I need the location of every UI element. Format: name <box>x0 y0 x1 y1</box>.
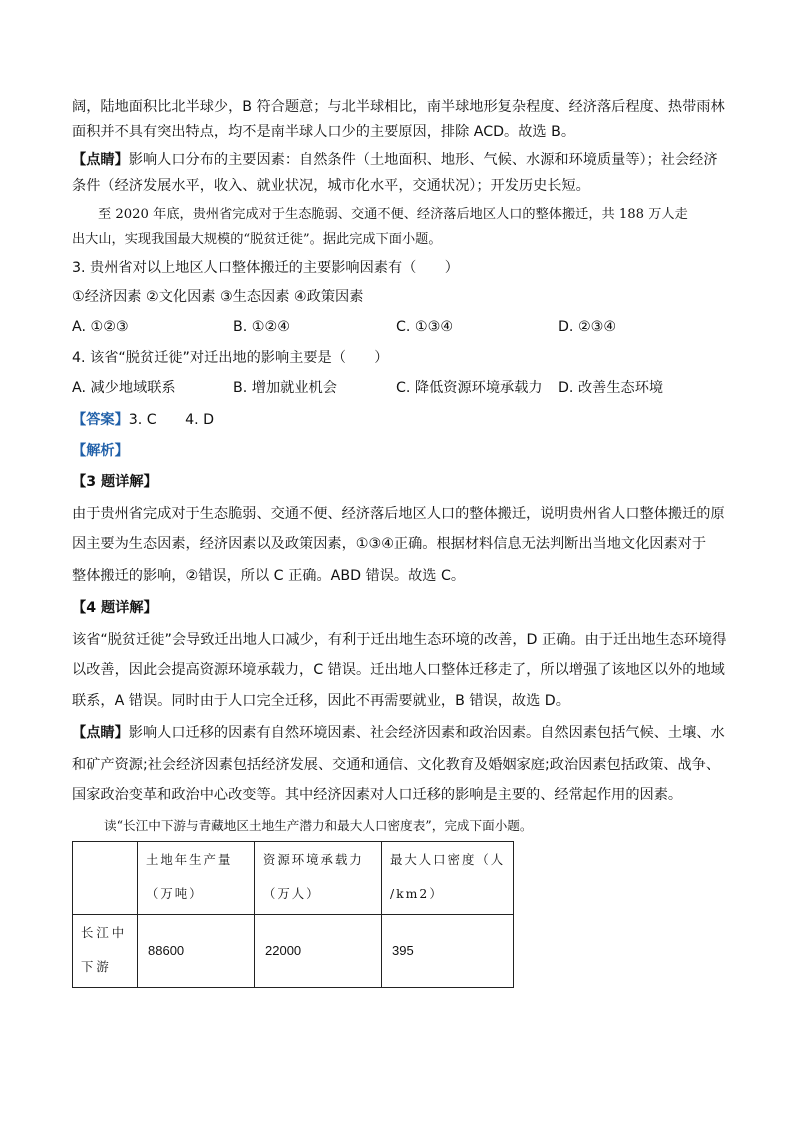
q4-option-a: A. 减少地域联系 <box>72 380 176 396</box>
header-text: （万人） <box>263 886 321 901</box>
cell-value: 395 <box>392 943 414 958</box>
table-cell <box>382 915 514 988</box>
q4-detail-line: 联系，A 错误。同时由于人口完全迁移，因此不再需要就业，B 错误，故选 D。 <box>72 693 570 709</box>
paragraph-line: 条件（经济发展水平，收入、就业状况，城市化水平，交通状况）；开发历史长短。 <box>72 178 590 194</box>
header-text: 最大人口密度（人 <box>390 852 506 867</box>
table-cell <box>255 915 382 988</box>
q4-option-b: B. 增加就业机会 <box>233 380 337 396</box>
header-text: 土地年生产量 <box>146 852 233 867</box>
cell-value: 88600 <box>148 943 185 958</box>
q3-detail-tag: 【3 题详解】 <box>72 474 158 490</box>
answer-line <box>72 410 727 430</box>
point-note <box>72 723 727 743</box>
q3-option-b: B. ①②④ <box>233 319 290 335</box>
question-3-factors: ①经济因素 ②文化因素 ③生态因素 ④政策因素 <box>72 289 364 305</box>
table-intro: 读“长江中下游与青藏地区土地生产潜力和最大人口密度表”，完成下面小题。 <box>104 818 533 833</box>
region-text: 下游 <box>81 959 112 974</box>
data-table <box>72 841 514 988</box>
question-3-stem: 3. 贵州省对以上地区人口整体搬迁的主要影响因素有（ ） <box>72 260 459 276</box>
table-row <box>73 915 514 988</box>
table-header-cell <box>255 842 382 915</box>
analysis-tag: 【解析】 <box>72 443 129 459</box>
point-text: 影响人口迁移的因素有自然环境因素、社会经济因素和政治因素。自然因素包括气候、土壤、水 <box>128 725 725 741</box>
table-cell-region <box>73 915 138 988</box>
q3-option-d: D. ②③④ <box>558 319 617 335</box>
q4-detail-line: 以改善，因此会提高资源环境承载力，C 错误。迁出地人口整体迁移走了，所以增强了该地区以外的地域 <box>72 662 725 678</box>
q4-option-d: D. 改善生态环境 <box>558 380 664 396</box>
paragraph-line: 面积并不具有突出特点，均不是南半球人口少的主要原因，排除 ACD。故选 B。 <box>72 124 576 140</box>
q3-detail-line: 由于贵州省完成对于生态脆弱、交通不便、经济落后地区人口的整体搬迁，说明贵州省人口整体搬迁的原 <box>72 506 725 522</box>
q4-detail-line: 该省“脱贫迁徙”会导致迁出地人口减少，有利于迁出地生态环境的改善，D 正确。由于迁出地生态环境得 <box>72 632 727 648</box>
q3-option-c: C. ①③④ <box>396 319 454 335</box>
point-line: 和矿产资源;社会经济因素包括经济发展、交通和通信、文化教育及婚姻家庭;政治因素包括政策、战争、 <box>72 757 721 773</box>
point-tag: 【点睛】 <box>72 152 129 168</box>
point-tag: 【点睛】 <box>72 725 129 741</box>
table-header-cell <box>73 842 138 915</box>
table-cell <box>138 915 255 988</box>
table-header-cell <box>382 842 514 915</box>
answer-text: 3. C 4. D <box>128 412 215 428</box>
header-text: （万吨） <box>146 886 204 901</box>
q4-detail-tag: 【4 题详解】 <box>72 600 158 616</box>
material-text: 出大山，实现我国最大规模的“脱贫迁徙”。据此完成下面小题。 <box>72 232 442 247</box>
table-header-cell <box>138 842 255 915</box>
answer-tag: 【答案】 <box>72 412 129 428</box>
q3-detail-line: 因主要为生态因素，经济因素以及政策因素，①③④正确。根据材料信息无法判断出当地文化因素对于 <box>72 536 707 552</box>
q3-detail-line: 整体搬迁的影响，②错误，所以 C 正确。ABD 错误。故选 C。 <box>72 568 466 584</box>
q4-option-c: C. 降低资源环境承载力 <box>396 380 543 396</box>
material-text: 至 2020 年底，贵州省完成对于生态脆弱、交通不便、经济落后地区人口的整体搬迁，共 188 万人走 <box>98 207 688 222</box>
region-text: 长江中 <box>81 925 128 940</box>
table-header-row <box>73 842 514 915</box>
header-text: 资源环境承载力 <box>263 852 364 867</box>
point-text: 影响人口分布的主要因素：自然条件（土地面积、地形、气候、水源和环境质量等）；社会经济 <box>128 152 718 168</box>
header-text: /km2） <box>390 886 444 901</box>
point-line: 国家政治变革和政治中心改变等。其中经济因素对人口迁移的影响是主要的、经常起作用的因素。 <box>72 787 683 803</box>
q3-option-a: A. ①②③ <box>72 319 129 335</box>
cell-value: 22000 <box>265 943 302 958</box>
point-note <box>72 150 727 170</box>
paragraph-line: 阔，陆地面积比北半球少，B 符合题意；与北半球相比，南半球地形复杂程度、经济落后程度、热带雨林 <box>72 99 725 115</box>
question-4-stem: 4. 该省“脱贫迁徙”对迁出地的影响主要是（ ） <box>72 350 389 366</box>
